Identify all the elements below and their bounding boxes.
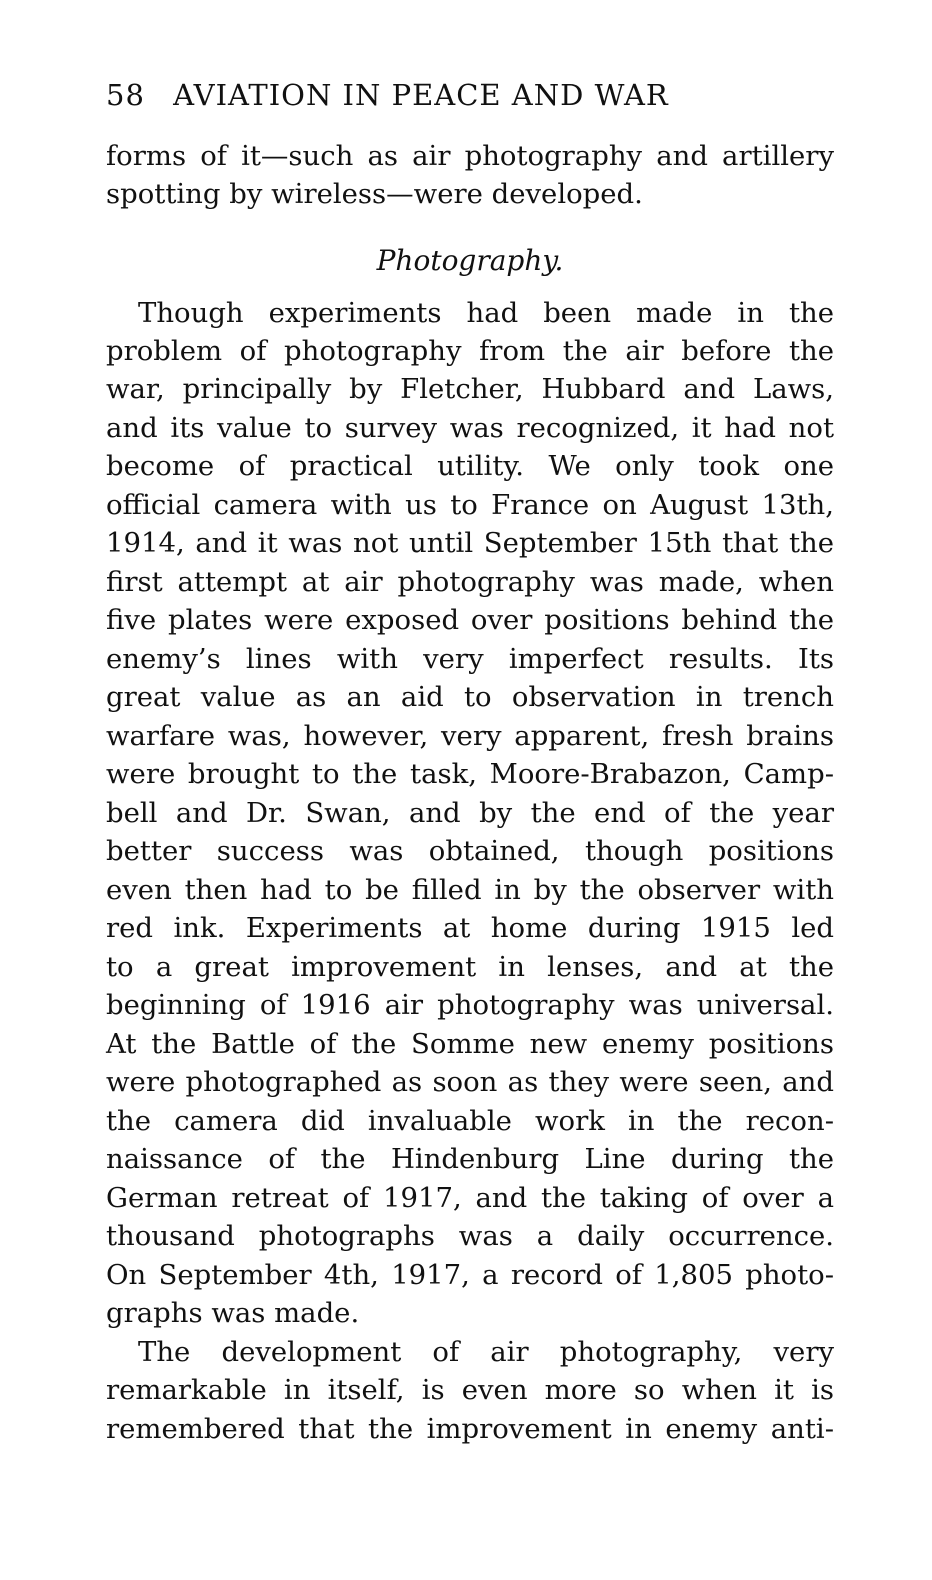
- text-line: remembered that the improvement in enemy anti-: [106, 1413, 834, 1445]
- section-heading: Photography.: [376, 244, 564, 277]
- text-line: 1914, and it was not until September 15th that the: [106, 527, 834, 559]
- text-line: the camera did invaluable work in the recon-: [106, 1105, 834, 1137]
- text-line: were photographed as soon as they were seen, and: [106, 1066, 834, 1098]
- text-line: war, principally by Fletcher, Hubbard and Laws,: [106, 373, 834, 405]
- running-header: [106, 78, 834, 118]
- text-line: first attempt at air photography was made, when: [106, 566, 834, 598]
- text-line: become of practical utility. We only took one: [106, 450, 834, 482]
- text-line: even then had to be filled in by the observer with: [106, 874, 834, 906]
- text-line: graphs was made.: [106, 1297, 360, 1329]
- text-line: problem of photography from the air before the: [106, 335, 834, 367]
- text-line: German retreat of 1917, and the taking of over a: [106, 1182, 834, 1214]
- text-line: official camera with us to France on August 13th,: [106, 489, 834, 521]
- text-line: remarkable in itself, is even more so when it is: [106, 1374, 834, 1406]
- text-line: naissance of the Hindenburg Line during the: [106, 1143, 834, 1175]
- text-line: forms of it—such as air photography and artillery: [106, 140, 834, 172]
- text-line: The development of air photography, very: [138, 1336, 834, 1368]
- running-title: AVIATION IN PEACE AND WAR: [173, 78, 669, 112]
- text-line: better success was obtained, though positions: [106, 835, 834, 867]
- text-line: red ink. Experiments at home during 1915 led: [106, 912, 834, 944]
- text-line: were brought to the task, Moore-Brabazon, Camp-: [106, 758, 834, 790]
- text-line: and its value to survey was recognized, it had not: [106, 412, 834, 444]
- text-line: beginning of 1916 air photography was universal.: [106, 989, 834, 1021]
- text-line: great value as an aid to observation in trench: [106, 681, 834, 713]
- text-line: to a great improvement in lenses, and at the: [106, 951, 834, 983]
- text-line: thousand photographs was a daily occurrence.: [106, 1220, 834, 1252]
- text-line: warfare was, however, very apparent, fresh brains: [106, 720, 834, 752]
- text-line: On September 4th, 1917, a record of 1,805 photo-: [106, 1259, 834, 1291]
- text-line: bell and Dr. Swan, and by the end of the year: [106, 797, 834, 829]
- text-line: five plates were exposed over positions behind the: [106, 604, 834, 636]
- text-line: spotting by wireless—were developed.: [106, 178, 643, 210]
- text-line: Though experiments had been made in the: [138, 297, 834, 329]
- text-line: At the Battle of the Somme new enemy positions: [106, 1028, 834, 1060]
- text-line: enemy’s lines with very imperfect results. Its: [106, 643, 834, 675]
- page-number: 58: [106, 78, 145, 112]
